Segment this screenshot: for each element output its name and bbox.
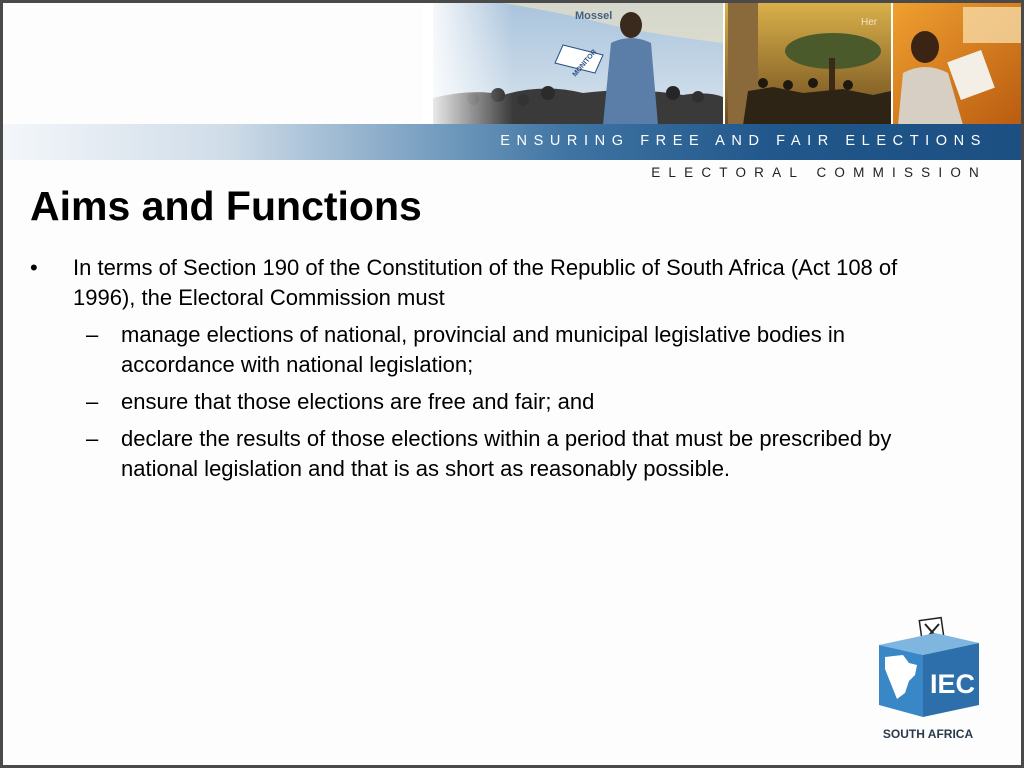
- slide-body: [30, 253, 950, 484]
- logo-text: IEC: [930, 669, 976, 699]
- dash-marker: –: [86, 322, 99, 347]
- sub-item: [30, 387, 950, 417]
- ballot-photo: [893, 3, 1024, 125]
- sub-item-text: declare the results of those elections within a period that must be prescribed by national legislation and that is as short as reasonably possible.: [121, 426, 892, 481]
- sub-item-text: ensure that those elections are free and fair; and: [121, 389, 595, 414]
- bullet-item: [30, 253, 950, 313]
- map-label: Her: [861, 17, 878, 28]
- bullet-text: In terms of Section 190 of the Constitution of the Republic of South Africa (Act 108 of 1996), the Electoral Commission must: [73, 255, 898, 310]
- sub-item: [30, 320, 950, 380]
- commission-name: ELECTORAL COMMISSION: [651, 165, 987, 180]
- logo-caption: SOUTH AFRICA: [882, 727, 974, 741]
- dash-marker: –: [86, 426, 99, 451]
- banner-slogan: ENSURING FREE AND FAIR ELECTIONS: [500, 133, 987, 149]
- slide-title: Aims and Functions: [30, 183, 422, 229]
- bullet-marker: •: [30, 255, 38, 280]
- map-label: Mossel: [575, 10, 613, 22]
- sub-item-text: manage elections of national, provincial and municipal legislative bodies in accordance with national legislation;: [121, 322, 845, 377]
- sub-item: [30, 424, 950, 484]
- poster-text: MONITOR: [571, 48, 599, 79]
- dash-marker: –: [86, 389, 99, 414]
